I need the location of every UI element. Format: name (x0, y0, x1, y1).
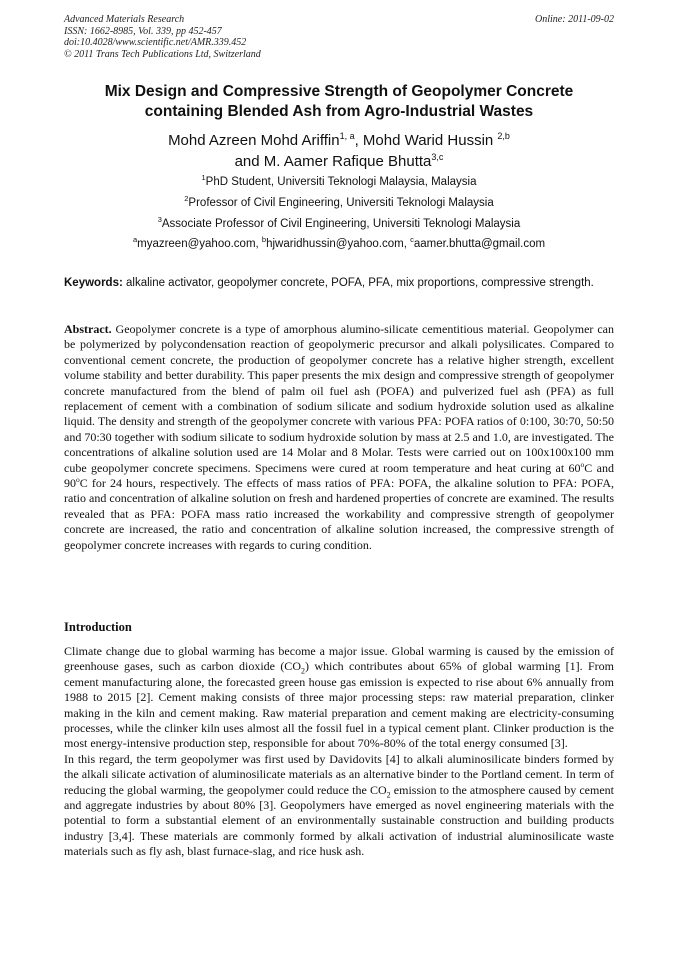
affiliation-2-marker: 2 (184, 194, 189, 204)
intro-p2-text-a: In this regard, the term geopolymer was first used by Davidovits [4] to alkali aluminosilicate binders formed by the alkali silicate activation of aluminosilicate materials as an alternative binder to the Portland cement. In term of reducing the global warming, the geopolymer could reduce the CO (64, 751, 614, 797)
journal-header (64, 14, 261, 60)
journal-doi[interactable]: doi:10.4028/www.scientific.net/AMR.339.452 (64, 37, 247, 48)
intro-p1-text-b: ) which contributes about 65% of global warming [1]. From cement manufacturing alone, the forecasted green house gas emission is expected to rise about 6% annually from 1988 to 2015 [2]. Cement making consists of three major processing steps: raw material preparation, clinker making in the kiln and cement making. Raw material preparation and cement making are electricity-consuming processes, while the clinker kiln uses almost all the fossil fuel in a typical cement plant. Clinker production is the most energy-intensive production step, responsible for about 70%-80% of the total energy consumed [3]. (64, 659, 614, 751)
email-b-marker: b (261, 235, 267, 245)
intro-p2-text-b: emission to the atmosphere caused by cement and aggregate industries by about 80% [3]. Geopolymers have emerged as novel engineering materials with the potential to form a substantial element of an environmentally sustainable construction and building products industry [3,4]. These materials are commonly formed by alkali activation of industrial aluminosilicate waste materials such as fly ash, blast furnace-slag, and rice husk ash. (64, 782, 614, 859)
degree-mark-2: o (76, 475, 80, 485)
keywords-text: alkaline activator, geopolymer concrete, POFA, PFA, mix proportions, compressive strength. (122, 277, 594, 289)
email-c[interactable]: aamer.bhutta@gmail.com (413, 238, 546, 250)
author-1-affil: 1, a (339, 131, 355, 141)
paper-title (64, 82, 614, 122)
online-date: Online: 2011-09-02 (535, 14, 614, 25)
journal-copyright: © 2011 Trans Tech Publications Ltd, Switzerland (64, 48, 261, 60)
email-a[interactable]: myazreen@yahoo.com, (137, 238, 262, 250)
affiliation-3-marker: 3 (157, 215, 162, 225)
journal-name: Advanced Materials Research (64, 14, 185, 25)
keywords-label: Keywords: (64, 277, 123, 289)
author-line-2 (64, 151, 614, 172)
email-b[interactable]: hjwaridhussin@yahoo.com, (266, 238, 411, 250)
email-a-marker: a (132, 235, 138, 245)
author-1: Mohd Azreen Mohd Ariffin (168, 132, 340, 149)
author-3-affil: 3,c (431, 152, 444, 162)
author-and: and (234, 153, 264, 170)
intro-p1-text-a: Climate change due to global warming has become a major issue. Global warming is caused by the emission of greenhouse gases, such as carbon dioxide (CO (64, 644, 614, 674)
affiliation-3-text: Associate Professor of Civil Engineering, Universiti Teknologi Malaysia (161, 218, 521, 230)
author-line-1 (64, 130, 614, 151)
title-line-1: Mix Design and Compressive Strength of Geopolymer Concrete (104, 83, 574, 100)
author-3: M. Aamer Rafique Bhutta (263, 153, 432, 170)
author-2-affil: 2,b (497, 131, 510, 141)
affiliation-1-text: PhD Student, Universiti Teknologi Malaysia, Malaysia (205, 176, 477, 188)
author-2: Mohd Warid Hussin (362, 132, 494, 149)
author-separator: , (354, 132, 363, 149)
affiliation-1 (64, 173, 614, 188)
author-list (64, 130, 614, 172)
degree-mark-1: o (580, 459, 585, 469)
email-c-marker: c (410, 235, 414, 245)
intro-paragraph-2 (64, 752, 614, 860)
affiliation-2 (64, 194, 614, 209)
abstract-text-b: C and 90 (64, 460, 614, 491)
title-line-2: containing Blended Ash from Agro-Industrial Wastes (144, 103, 534, 120)
abstract-label: Abstract. (64, 322, 112, 336)
journal-issn: ISSN: 1662-8985, Vol. 339, pp 452-457 (64, 25, 222, 37)
affiliation-1-marker: 1 (201, 173, 206, 183)
abstract-text-c: C for 24 hours, respectively. The effects of mass ratios of PFA: POFA, the alkaline solution to PFA: POFA, ratio and concentration of alkaline solution on fresh and hardened properties of concrete are examined. The results revealed that as PFA: POFA mass ratio increased the workability and compressive strength of geopolymer concrete are increased, the ratio and concentration of alkaline solution increased, the compressive strength of geopolymer concrete increases with regards to curing condition. (64, 476, 614, 552)
abstract (64, 322, 614, 553)
author-emails (64, 235, 614, 250)
introduction-body (64, 644, 614, 860)
intro-p1-subscript: 2 (300, 666, 305, 676)
abstract-text-a: Geopolymer concrete is a type of amorphous alumino-silicate cementitious material. Geopolymer can be polymerized by polycondensation reaction of geopolymeric precursor and alkali polysilicates. Compared to conventional cement concrete, the production of geopolymer concrete has a relative higher strength, excellent volume stability and better durability. This paper presents the mix design and compressive strength of geopolymer concrete manufactured from the blend of palm oil fuel ash (POFA) and pulverized fuel ash (PFA) as full replacement of cement with a combination of sodium silicate and sodium hydroxide solution used as alkaline liquid. The density and strength of the geopolymer concrete with various PFA: POFA ratios of 0:100, 30:70, 50:50 and 70:30 together with sodium silicate to sodium hydroxide solution by mass at 2.5 and 1.0, are investigated. The concentrations of alkaline solution used are 14 Molar and 8 Molar. Tests were carried out on 100x100x100 mm cube geopolymer concrete specimens. Specimens were cured at room temperature and heat curing at 60 (64, 322, 614, 475)
affiliation-3 (64, 215, 614, 230)
affiliation-2-text: Professor of Civil Engineering, Universiti Teknologi Malaysia (188, 197, 494, 209)
intro-p2-subscript: 2 (386, 790, 391, 800)
intro-paragraph-1 (64, 644, 614, 752)
introduction-heading: Introduction (64, 620, 132, 634)
keywords (64, 276, 614, 291)
